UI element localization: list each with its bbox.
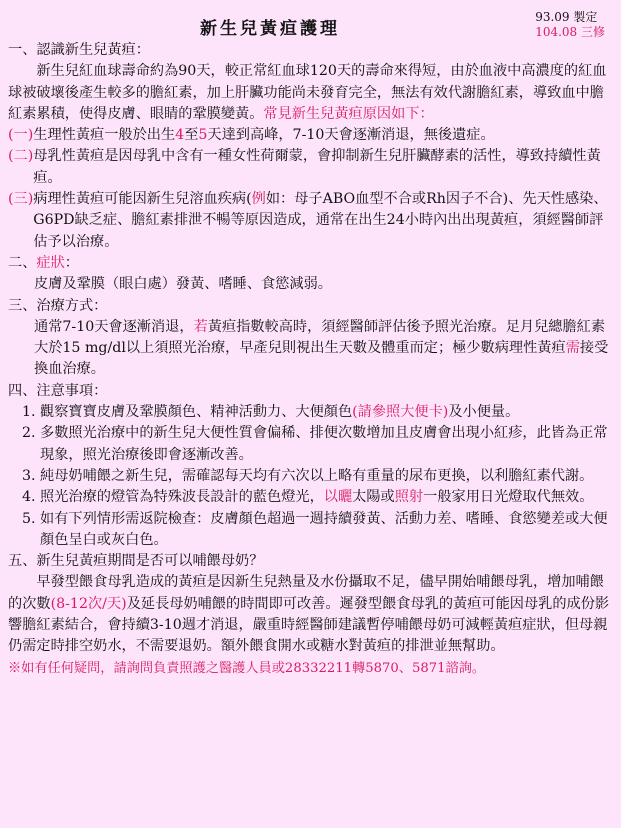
cause-marker-3: (三) bbox=[8, 191, 34, 208]
note-item-5: 5. 如有下列情形需返院檢查：皮膚顏色超過一週持續發黃、活動力差、嗜睡、食慾變差或大便顏色呈白或灰白色。 bbox=[22, 510, 608, 548]
note-item-1: 1. 觀察寶寶皮膚及鞏膜顏色、精神活動力、大便顏色(請參照大便卡)及小便量。 bbox=[22, 404, 520, 421]
stool-card-reference: (請參照大便卡) bbox=[352, 404, 449, 421]
contact-footer: ※如有任何疑問，請詢問負責照護之醫護人員或28332211轉5870、5871諮詢。 bbox=[8, 660, 486, 676]
document-body bbox=[8, 40, 614, 679]
cause-text-2: 母乳性黃疸是因母乳中含有一種女性荷爾蒙，會抑制新生兒肝臟酵素的活性，導致持續性黃疸。 bbox=[33, 148, 601, 186]
section3-heading: 三、治療方式： bbox=[8, 297, 108, 314]
cause-item-1 bbox=[8, 125, 614, 146]
section1-intro: 新生兒紅血球壽命約為90天，較正常紅血球120天的壽命來得短，由於血液中高濃度的紅血球被破壞後產生較多的膽紅素，加上肝臟功能尚未發育完全，無法有效代謝膽紅素，導致血中膽紅素累積，使得皮膚、眼睛的鞏膜變黃。常見新生兒黃疸原因如下： bbox=[8, 63, 607, 122]
note-item-3: 3. 純母奶哺餵之新生兒，需確認每天均有六次以上略有重量的尿布更換，以利膽紅素代謝。 bbox=[22, 467, 594, 484]
note-item-4: 4. 照光治療的燈管為特殊波長設計的藍色燈光，以曬太陽或照射一般家用日光燈取代無效。 bbox=[22, 489, 594, 506]
section1-intro-highlight: 常見新生兒黃疸原因如下： bbox=[263, 105, 434, 122]
section4-heading: 四、注意事項： bbox=[8, 382, 108, 399]
version-revised: 104.08 三修 bbox=[535, 25, 605, 39]
page-title: 新生兒黃疸護理 bbox=[200, 19, 340, 39]
cause-marker-2: (二) bbox=[8, 148, 34, 165]
section2-heading: 二、症狀： bbox=[8, 254, 79, 271]
note-item-2: 2. 多數照光治療中的新生兒大便性質會偏稀、排便次數增加且皮膚會出現小紅疹，此皆為正常現象，照光治療後即會逐漸改善。 bbox=[22, 425, 608, 463]
section3-text: 通常7-10天會逐漸消退，若黃疸指數較高時，須經醫師評估後予照光治療。足月兒總膽紅素大於15 mg/dl以上須照光治療，早產兒則視出生天數及體重而定；極少數病理性黃疸需接受換血治療。 bbox=[34, 318, 609, 378]
section1-heading: 一、認識新生兒黃疸： bbox=[8, 42, 150, 58]
cause-item-2 bbox=[8, 146, 614, 189]
cause-text-1: 生理性黃疸一般於出生4至5天達到高峰，7-10天會逐漸消退，無後遺症。 bbox=[33, 127, 495, 144]
cause-text-3: 病理性黃疸可能因新生兒溶血疾病(例如：母子ABO血型不合或Rh因子不合)、先天性感染、G6PD缺乏症、膽紅素排泄不暢等原因造成，通常在出生24小時內出出現黃疸，須經醫師評估予以治療。 bbox=[33, 191, 608, 250]
section5-text: 早發型餵食母乳造成的黃疸是因新生兒熱量及水份攝取不足，儘早開始哺餵母乳，增加哺餵的次數(8-12次/天)及延長母奶哺餵的時間即可改善。遲發型餵食母乳的黃疸可能因母乳的成份影響膽紅素結合，會持續3-10週才消退，嚴重時經醫師建議暫停哺餵母奶可減輕黃疸症狀，但母親仍需定時排空奶水，不需要退奶。額外餵食開水或糖水對黃疸的排泄並無幫助。 bbox=[8, 574, 610, 655]
section5-heading: 五、新生兒黃疸期間是否可以哺餵母奶？ bbox=[8, 553, 264, 570]
version-info bbox=[535, 10, 605, 40]
cause-marker-1: (一) bbox=[8, 127, 34, 144]
section2-text: 皮膚及鞏膜（眼白處）發黃、嗜睡、食慾減弱。 bbox=[34, 276, 332, 293]
cause-item-3 bbox=[8, 189, 614, 253]
version-created: 93.09 製定 bbox=[535, 10, 598, 24]
